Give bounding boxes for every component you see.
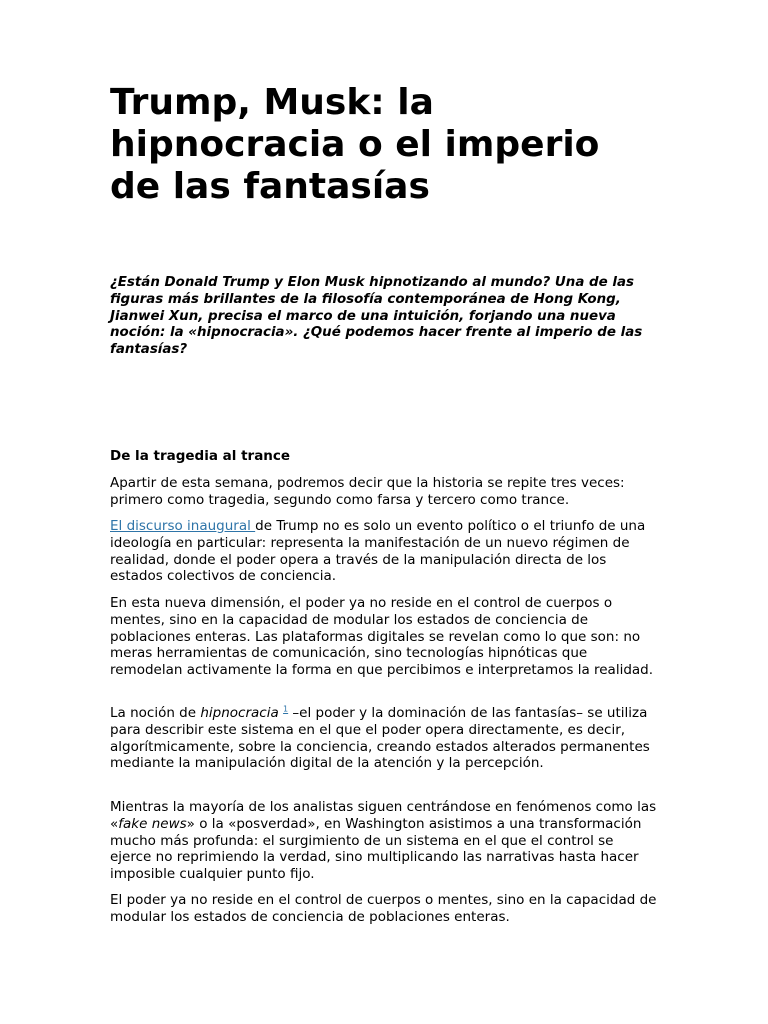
paragraph-4-intro: La noción de [110,705,201,721]
paragraph-2 [110,518,658,585]
article-lead: ¿Están Donald Trump y Elon Musk hipnotizando al mundo? Una de las figuras más brillantes de la filosofía contemporánea de Hong Kong, Jianwei Xun, precisa el marco de una intuición, forjando una nueva noción: la «hipnocracia». ¿Qué podemos hacer frente al imperio de las fantasías? [110,275,643,358]
paragraph-4 [110,705,658,772]
section-heading: De la tragedia al trance [110,448,291,464]
inaugural-speech-link[interactable]: El discurso inaugural [110,518,256,534]
paragraph-5-intro: Mientras la mayoría de los analistas siguen centrándose en fenómenos como las « [110,799,657,832]
footnote-1-link[interactable]: 1 [283,704,289,714]
fake-news-term: fake news [118,815,187,832]
paragraph-6: El poder ya no reside en el control de cuerpos o mentes, sino en la capacidad de modular los estados de conciencia de poblaciones enteras. [110,892,657,925]
paragraph-2-text: de Trump no es solo un evento político o el triunfo de una ideología en particular: representa la manifestación de un nuevo régimen de realidad, donde el poder opera a través de la manipulación directa de los estados colectivos de conciencia. [110,518,646,585]
article-title: Trump, Musk: la hipnocracia o el imperio de las fantasías [110,82,600,207]
paragraph-1: Apartir de esta semana, podremos decir que la historia se repite tres veces: primero como tragedia, segundo como farsa y tercero como trance. [110,475,625,508]
hipnocracia-term: hipnocracia [200,705,279,721]
paragraph-4-text: –el poder y la dominación de las fantasías– se utiliza para describir este sistema en el que el poder opera directamente, es decir, algorítmicamente, sobre la conciencia, creando estados alterados permanentes mediante la manipulación digital de la atención y la percepción. [110,705,650,772]
paragraph-5-text: » o la «posverdad», en Washington asistimos a una transformación mucho más profunda: el surgimiento de un sistema en el que el control se ejerce no reprimiendo la verdad, sino multiplicando las narrativas hasta hacer imposible cualquier punto fijo. [110,815,642,883]
paragraph-3: En esta nueva dimensión, el poder ya no reside en el control de cuerpos o mentes, sino en la capacidad de modular los estados de conciencia de poblaciones enteras. Las plataformas digitales se revelan como lo que son: no meras herramientas de comunicación, sino tecnologías hipnóticas que remodelan activamente la forma en que percibimos e interpretamos la realidad. [110,595,654,679]
paragraph-5 [110,799,658,883]
